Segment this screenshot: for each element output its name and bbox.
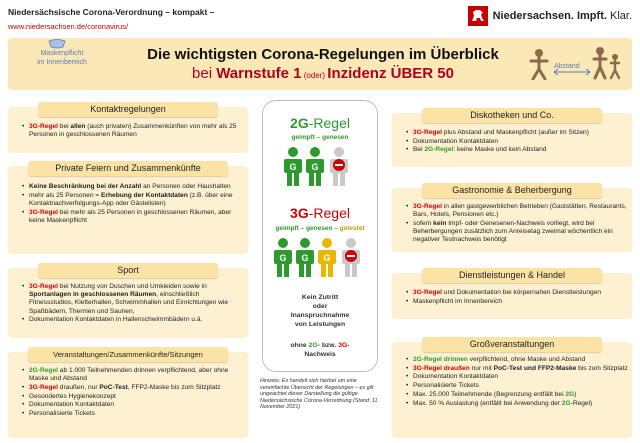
section-body (406, 203, 628, 245)
mask-icon (48, 38, 66, 49)
3g-subtitle: geimpft – genesen – getestet (275, 225, 365, 232)
svg-text:G: G (323, 253, 331, 263)
section-body (406, 129, 628, 155)
section-body (22, 183, 242, 226)
list-item: • Personalisierte Tickets (22, 410, 244, 418)
section-body (406, 356, 628, 408)
horse-logo-icon (468, 6, 488, 26)
list-item: • Keine Beschränkung bei der Anzahl an Personen oder Haushalten (22, 183, 242, 191)
section-gastro (392, 185, 632, 252)
list-item: • Max. 50 % Auslastung (entfällt bei Anwendung der 2G-Regel) (406, 400, 628, 408)
3g-title: 3G-Regel (290, 205, 350, 221)
svg-text:G: G (289, 162, 297, 172)
list-item: • 3G-Regel bei mehr als 25 Personen in geschlossenen Räumen, aber keine Maskenpflicht (22, 209, 242, 225)
section-body (22, 367, 244, 419)
header-left (8, 7, 214, 31)
list-item: • 3G-Regel in allen gastgewerblichen Betrieben (Gaststätten, Restaurants, Bars, Hotels, Pensionen etc.) (406, 203, 628, 219)
doc-title: Niedersächsische Corona-Verordnung – kompakt – (8, 7, 215, 17)
section-feiern (8, 163, 248, 254)
list-item: • mehr als 25 Personen = Erhebung der Kontaktdaten (z.B. über eine Kontaktnachverfolgungs-App oder Gästelisten) (22, 192, 242, 208)
section-body (406, 289, 628, 306)
svg-text:G: G (279, 253, 287, 263)
section-heading: Veranstaltungen/Zusammenkünfte/Sitzungen (28, 347, 228, 362)
disclaimer-note: Hinweis: Es handelt sich hierbei um eine vereinfachte Übersicht der Regelungen – es gilt ungeachtet dieser Darstellung die gültige Niedersächsische Corona-Verordnung (Stand: 11. November 2021) (260, 378, 379, 411)
section-kontakt (8, 104, 248, 153)
main-title: Die wichtigsten Corona-Regelungen im Überblick (147, 46, 499, 63)
list-item: • 3G-Regel bei allen (auch privaten) Zusammenkünften von mehr als 25 Personen in geschlossenen Räumen (22, 123, 242, 139)
main-subtitle: bei Warnstufe 1 (oder) Inzidenz ÜBER 50 (192, 65, 454, 82)
list-item: • 2G-Regel ab 1.000 Teilnehmenden drinnen verpflichtend, aber ohne Maske und Abstand (22, 367, 244, 383)
list-item: • Maskenpflicht im Innenbereich (406, 298, 628, 306)
list-item: • 3G-Regel bei Nutzung von Duschen und Umkleiden sowie in Sportanlagen in geschlossenen Räumen, einschließlich Fitnessstudios, Kletterhallen, Schwimmhallen und Einrichtungen wie Spaßbädern, Thermen und Saunen, (22, 283, 244, 316)
list-item: • Dokumentation Kontaktdaten (406, 138, 628, 146)
list-item: • Dokumentation Kontaktdaten (406, 373, 628, 381)
section-body (22, 123, 242, 140)
distance-illustration (526, 42, 622, 86)
list-item: • Personalisierte Tickets (406, 382, 628, 390)
list-item: • Max. 25.000 Teilnehmende (Begrenzung entfällt bei 2G) (406, 391, 628, 399)
no-entry-note: Kein Zutritt oder Inanspruchnahme von Leistungen (290, 294, 350, 328)
section-heading: Gastronomie & Beherbergung (422, 183, 602, 198)
list-item: • 3G-Regel und Dokumentation bei körpernahen Dienstleistungen (406, 289, 628, 297)
section-heading: Kontaktregelungen (38, 102, 218, 117)
title-banner (8, 38, 632, 90)
list-item: • 3G-Regel draußen nur mit PoC-Test und FFP2-Maske bis zum Sitzplatz (406, 365, 628, 373)
list-item: • Bei 2G-Regel: keine Maske und kein Abstand (406, 146, 628, 154)
2g-people-icon (281, 146, 361, 188)
section-heading: Großveranstaltungen (422, 337, 602, 352)
list-item: • Dokumentation Kontaktdaten in Hallenschwimmbädern u.ä. (22, 316, 244, 324)
section-veranstaltungen (8, 352, 248, 438)
person-left-icon (528, 48, 550, 80)
svg-text:G: G (311, 162, 319, 172)
list-item: • 3G-Regel plus Abstand und Maskenpflicht (außer im Sitzen) (406, 129, 628, 137)
list-item: • Gesondertes Hygienekonzept (22, 393, 244, 401)
section-heading: Private Feiern und Zusammenkünfte (28, 161, 228, 176)
section-dienst (392, 270, 632, 319)
section-sport (8, 265, 248, 338)
section-body (22, 283, 244, 325)
section-heading: Dienstleistungen & Handel (422, 268, 602, 283)
section-heading: Diskotheken und Co. (422, 108, 602, 123)
rules-panel (262, 100, 378, 372)
distance-label: Abstand (554, 63, 580, 70)
list-item: • Dokumentation Kontaktdaten (22, 401, 244, 409)
brand-text: Niedersachsen. Impft. Klar. (492, 10, 632, 22)
section-heading: Sport (38, 263, 218, 278)
2g-subtitle: geimpft – genesen (291, 134, 349, 141)
list-item: • 2G-Regel drinnen verpflichtend, ohne Maske und Abstand (406, 356, 628, 364)
section-disko (392, 110, 632, 167)
family-icon (592, 46, 622, 80)
section-gross (392, 339, 632, 438)
proof-note: ohne 2G- bzw. 3G- Nachweis (290, 342, 350, 358)
svg-text:G: G (301, 253, 309, 263)
brand-logo (468, 6, 632, 26)
mask-requirement-label: Maskenpflicht im Innenbereich (37, 50, 87, 66)
3g-people-icon (271, 237, 371, 279)
website-link[interactable]: www.niedersachsen.de/coronavirus/ (8, 22, 129, 31)
list-item: • 3G-Regel draußen, nur PoC-Test, FFP2-Maske bis zum Sitzplatz (22, 384, 244, 392)
list-item: • sofern kein Impf- oder Genesenen-Nachweis vorliegt, wird bei Beherbergungen zusätzlich zum Anreisetag zweimal wöchentlich ein negativer Testnachweis benötigt (406, 220, 628, 245)
2g-title: 2G-Regel (290, 115, 350, 131)
no-entry-icon (333, 159, 345, 171)
